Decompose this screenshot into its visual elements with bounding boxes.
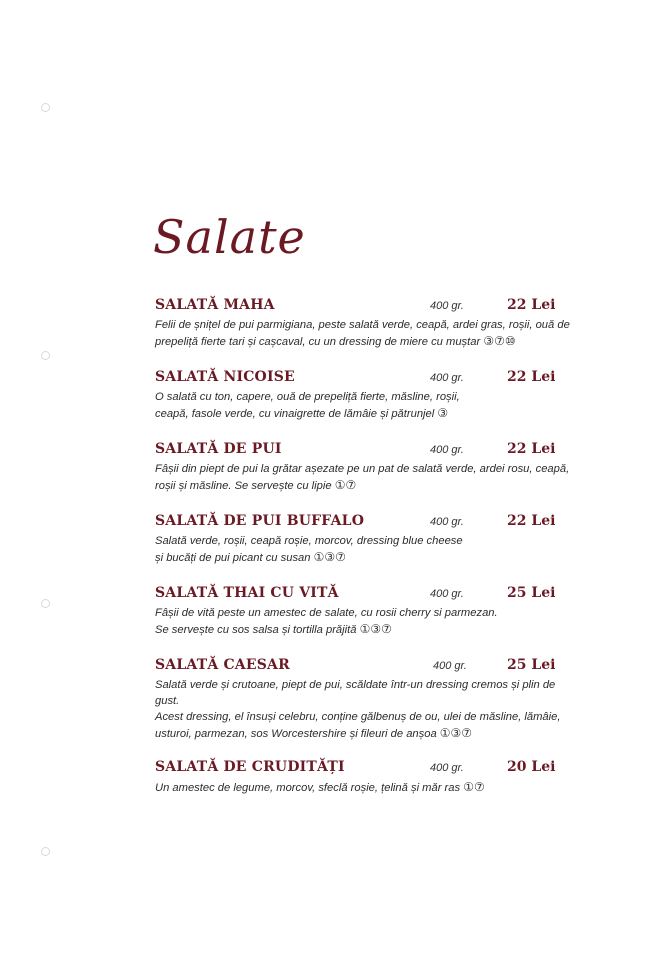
- item-description-line: Se servește cu sos salsa și tortilla prăjită: [155, 624, 357, 636]
- item-description: [155, 605, 575, 638]
- item-weight: 400 gr.: [430, 300, 464, 312]
- item-description-line: usturoi, parmezan, sos Worcestershire și fileuri de anșoa: [155, 728, 437, 740]
- menu-item: [155, 657, 575, 742]
- item-description: [155, 677, 575, 742]
- item-description: [155, 317, 575, 350]
- item-name: SALATĂ NICOISE: [155, 369, 295, 385]
- item-weight: 400 gr.: [433, 660, 467, 672]
- item-price: 20 Lei: [507, 759, 556, 775]
- menu-list: [155, 297, 575, 815]
- item-name: SALATĂ THAI CU VITĂ: [155, 585, 339, 601]
- allergen-codes: ①③⑦: [439, 726, 473, 740]
- item-description-line: Salată verde, roșii, ceapă roșie, morcov, dressing blue cheese: [155, 535, 463, 547]
- item-description-line: și bucăți de pui picant cu susan: [155, 552, 311, 564]
- item-weight: 400 gr.: [430, 372, 464, 384]
- menu-item: [155, 585, 575, 638]
- menu-item: [155, 369, 575, 422]
- item-description-line: Acest dressing, el însuși celebru, conține gălbenuș de ou, ulei de măsline, lămâie,: [155, 711, 561, 723]
- item-price: 25 Lei: [507, 657, 556, 673]
- binder-hole: [41, 847, 50, 856]
- item-description: [155, 461, 575, 494]
- item-price: 22 Lei: [507, 441, 556, 457]
- item-description-line: Salată verde și crutoane, piept de pui, scăldate într-un dressing cremos și plin de gust.: [155, 679, 556, 707]
- item-price: 25 Lei: [507, 585, 556, 601]
- item-name: SALATĂ DE CRUDITĂȚI: [155, 759, 345, 775]
- item-description: [155, 389, 575, 422]
- item-price: 22 Lei: [507, 297, 556, 313]
- item-name: SALATĂ DE PUI: [155, 441, 282, 457]
- item-weight: 400 gr.: [430, 762, 464, 774]
- item-description-line: Fâșii din piept de pui la grătar așezate pe un pat de salată verde, ardei rosu, ceapă,: [155, 463, 570, 475]
- item-description: [155, 533, 575, 566]
- item-description-line: Felii de șnițel de pui parmigiana, peste salată verde, ceapă, ardei gras, roșii, ouă de: [155, 319, 570, 331]
- menu-item: [155, 297, 575, 350]
- item-weight: 400 gr.: [430, 588, 464, 600]
- allergen-codes: ①③⑦: [313, 550, 346, 564]
- item-description-line: Un amestec de legume, morcov, sfeclă roșie, țelină și măr ras: [155, 782, 461, 794]
- menu-item: [155, 513, 575, 566]
- binder-hole: [41, 103, 50, 112]
- menu-item: [155, 441, 575, 494]
- item-description-line: roșii și măsline. Se servește cu lipie: [155, 480, 332, 492]
- item-description-line: ceapă, fasole verde, cu vinaigrette de lămâie și pătrunjel: [155, 408, 435, 420]
- item-weight: 400 gr.: [430, 516, 464, 528]
- item-description: [155, 779, 575, 796]
- item-name: SALATĂ CAESAR: [155, 657, 290, 673]
- item-price: 22 Lei: [507, 369, 556, 385]
- binder-hole: [41, 351, 50, 360]
- allergen-codes: ①⑦: [463, 780, 485, 794]
- item-description-line: Fâșii de vită peste un amestec de salate, cu rosii cherry si parmezan.: [155, 607, 498, 619]
- allergen-codes: ③: [437, 406, 449, 420]
- item-price: 22 Lei: [507, 513, 556, 529]
- item-description-line: prepeliță fierte tari și cașcaval, cu un dressing de miere cu muștar: [155, 336, 481, 348]
- item-name: SALATĂ MAHA: [155, 297, 275, 313]
- item-weight: 400 gr.: [430, 444, 464, 456]
- item-name: SALATĂ DE PUI BUFFALO: [155, 513, 365, 529]
- allergen-codes: ①③⑦: [359, 622, 392, 636]
- binder-hole: [41, 599, 50, 608]
- allergen-codes: ①⑦: [334, 478, 357, 492]
- page-title: Salate: [153, 210, 306, 264]
- item-description-line: O salată cu ton, capere, ouă de prepeliță fierte, măsline, roșii,: [155, 391, 460, 403]
- allergen-codes: ③⑦⑩: [483, 334, 516, 348]
- menu-item: [155, 759, 575, 796]
